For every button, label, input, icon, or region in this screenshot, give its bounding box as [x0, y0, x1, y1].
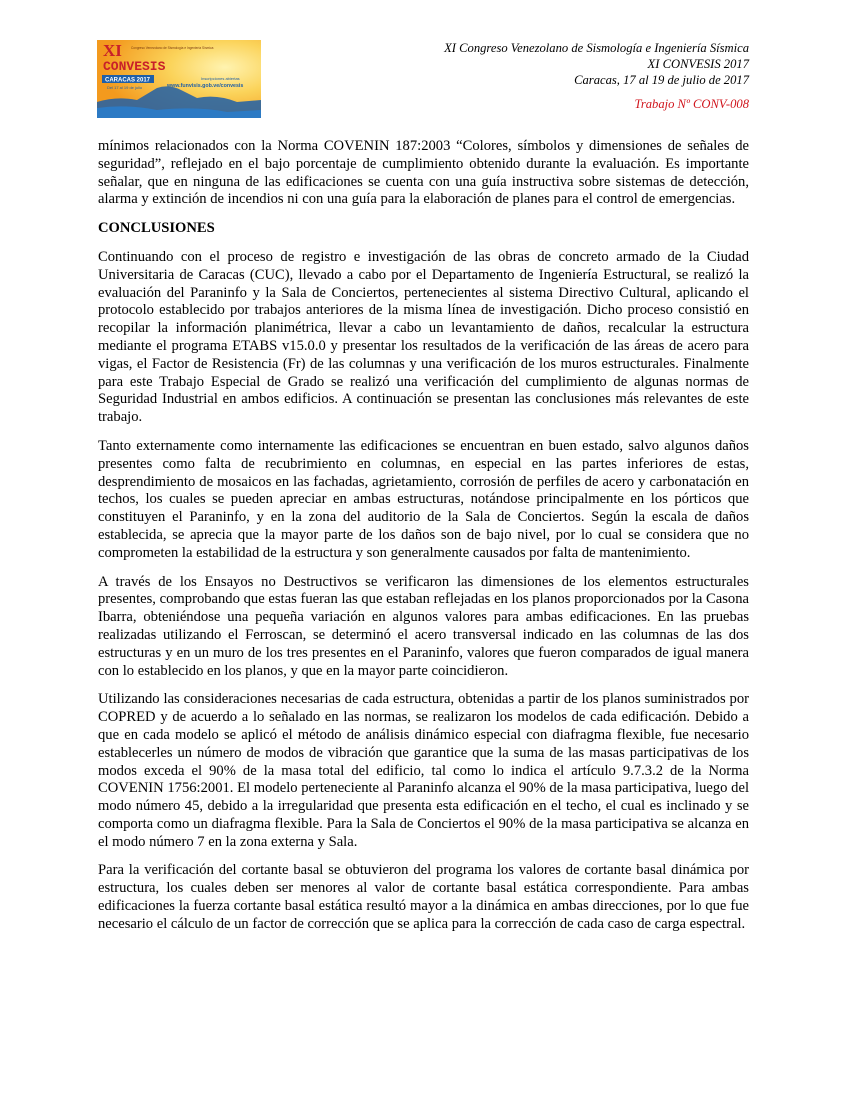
paragraph-continuation: mínimos relacionados con la Norma COVENIN 187:2003 “Colores, símbolos y dimensiones de señales de seguridad”, reflejado en el bajo porcentaje de cumplimiento obtenido durante la evaluación. Es importante señalar, que en ninguna de las edificaciones se cuenta con una guía instructiva sobre sistemas de detección, alarma y extinción de incendios ni con una guía para la elaboración de planes para el control de emergencias. — [98, 138, 749, 208]
logo-title: CONVESIS — [103, 59, 166, 74]
logo-registration: Inscripciones abiertas — [201, 76, 240, 81]
section-heading-conclusiones: CONCLUSIONES — [98, 220, 215, 237]
logo-dates: Del 17 al 19 de julio — [107, 85, 143, 90]
paragraph-4: Utilizando las consideraciones necesarias de cada estructura, obtenidas a partir de los planos suministrados por COPRED y de acuerdo a lo señalado en las normas, se realizaron los modelos de cada edificación. Debido a que en cada modelo se aplicó el método de análisis dinámico especial con diafragma flexible, fue necesario establecerles un número de modos de vibración que garantice que la suma de las masas participativas de los modos exceda el 90% de la masa total del edificio, tal como lo indica el artículo 9.7.3.2 de la Norma COVENIN 1756:2001. El modelo perteneciente al Paraninfo alcanza el 90% de la masa participativa, luego del modo número 45, debido a la irregularidad que presenta esta edificación en el techo, el cual es inclinado y se comporta como un diafragma flexible. Para la Sala de Conciertos el 90% de la masa participativa se alcanza en el modo número 7 en la zona externa y Sala. — [98, 691, 749, 850]
logo-subtitle: Congreso Venezolano de Sismología e Ingeniería Sísmica — [131, 46, 214, 50]
header-conference-name: XI Congreso Venezolano de Sismología e Ingeniería Sísmica — [444, 41, 749, 55]
header-conference-acronym: XI CONVESIS 2017 — [647, 57, 749, 71]
paragraph-5: Para la verificación del cortante basal se obtuvieron del programa los valores de cortante basal dinámica por estructura, los cuales deben ser menores al valor de cortante basal estática correspondiente. Para ambas edificaciones la fuerza cortante basal estática resultó mayor a la dinámica en ambas direcciones, por lo que fue necesario el cálculo de un factor de corrección que se aplica para la corrección de cada caso de carga espectral. — [98, 862, 749, 932]
paragraph-1: Continuando con el proceso de registro e investigación de las obras de concreto armado de la Ciudad Universitaria de Caracas (CUC), llevado a cabo por el Departamento de Ingeniería Estructural, se realizó la evaluación del Paraninfo y la Sala de Conciertos, pertenecientes al sistema Directivo Cultural, aplicando el protocolo establecido por trabajos anteriores de la misma línea de investigación. Dicho proceso consistió en recopilar la información planimétrica, llevar a cabo un levantamiento de daños, recalcular la estructura mediante el programa ETABS v15.0.0 y presentar los resultados de la verificación de las áreas de acero para vigas, el Factor de Resistencia (Fr) de las columnas y una verificación de los muros estructurales. Finalmente para este Trabajo Especial de Grado se realizó una verificación del cumplimiento de algunas normas de Seguridad Industrial en ambos edificios. A continuación se presentan las conclusiones más relevantes de este trabajo. — [98, 248, 749, 426]
paper-reference: Trabajo Nº CONV-008 — [634, 97, 749, 111]
page-body — [98, 138, 749, 945]
convesis-logo-graphic — [97, 40, 261, 118]
paragraph-3: A través de los Ensayos no Destructivos se verificaron las dimensiones de los elementos estructurales presentes, comprobando que estas fueran las que estaban reflejadas en los planos proporcionados por la Casona Ibarra, obteniéndose una pequeña variación en algunos valores para ambas edificaciones. En las pruebas realizadas utilizando el Ferroscan, se determinó el acero transversal indicado en las columnas de las dos estructuras y en un muro de los tres presentes en el Paraninfo, valores que fueron comparados de igual manera con lo establecido en los planos, y que en la mayor parte coincidieron. — [98, 573, 749, 679]
header-location-date: Caracas, 17 al 19 de julio de 2017 — [574, 73, 749, 87]
logo-roman-numeral: XI — [103, 41, 122, 60]
conference-header — [444, 40, 749, 112]
paragraph-2: Tanto externamente como internamente las edificaciones se encuentran en buen estado, salvo algunos daños presentes como falta de recubrimiento en columnas, en especial en las partes inferiores de estas, desprendimiento de mosaicos en las fachadas, agrietamiento, corrosión de perfiles de acero y carbonatación en techos, los cuales se pueden apreciar en ambas estructuras, notándose principalmente en los pórticos que constituyen el Paraninfo, y en la zona del auditorio de la Sala de Conciertos. Según la escala de daños establecida, se aprecia que la mayor parte de los daños son de bajo nivel, por lo cual se considera que no comprometen la estabilidad de la estructura y son generalmente causados por falta de mantenimiento. — [98, 437, 749, 561]
conference-logo — [97, 40, 261, 118]
logo-url: www.funvisis.gob.ve/convesis — [167, 83, 244, 89]
logo-city: CARACAS 2017 — [105, 77, 151, 84]
